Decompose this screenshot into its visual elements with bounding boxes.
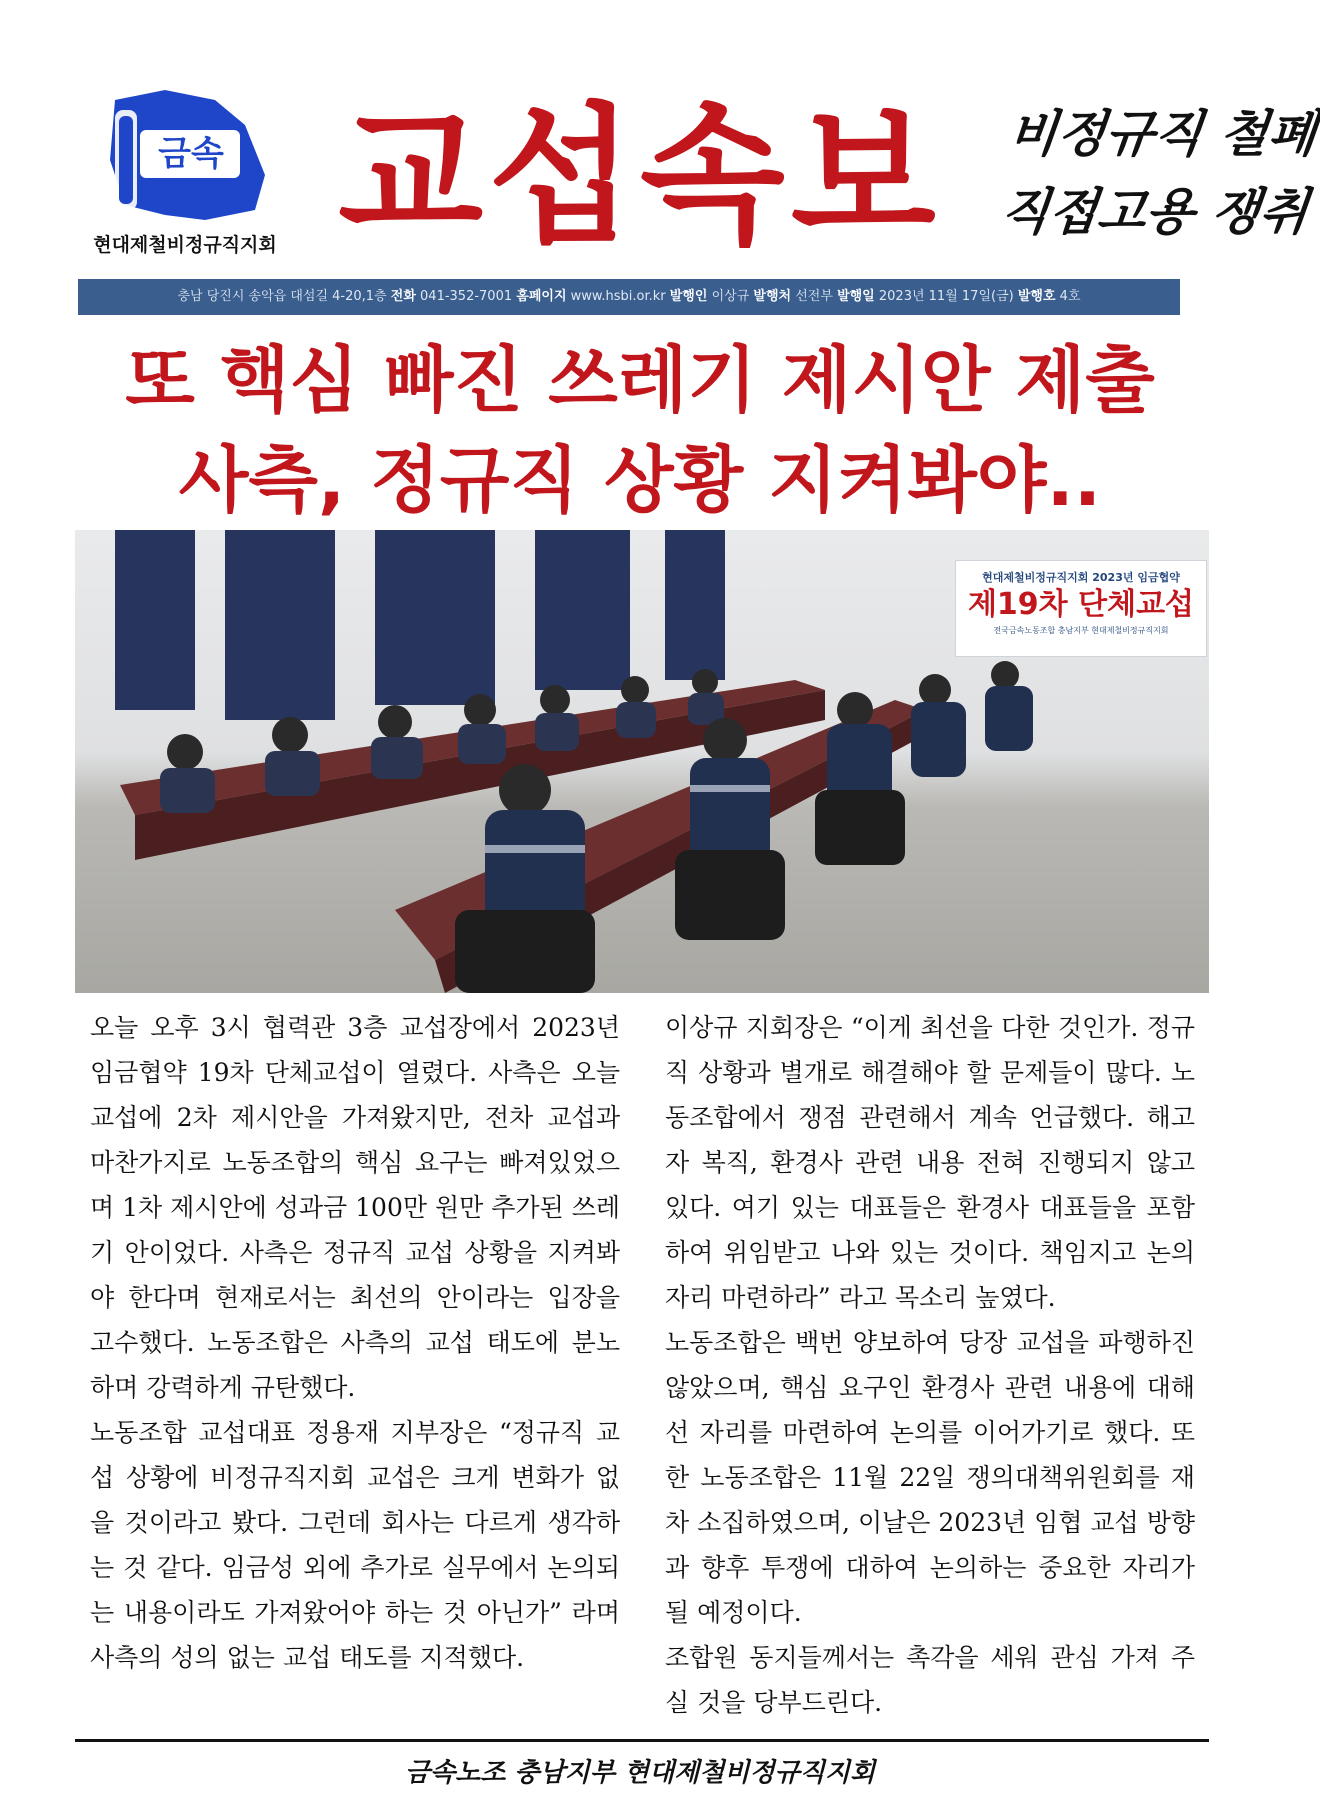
meeting-banner bbox=[955, 560, 1207, 657]
banner-line-2: 제19차 단체교섭 bbox=[967, 587, 1195, 622]
banner-line-3: 전국금속노동조합 충남지부 현대제철비정규직지회 bbox=[993, 626, 1169, 635]
publisher: 이상규 bbox=[711, 289, 750, 304]
headline-line-2: 사측, 정규직 상황 지켜봐야.. bbox=[178, 438, 1102, 522]
publication-info-bar bbox=[78, 279, 1180, 315]
phone: 041-352-7001 bbox=[420, 289, 513, 304]
article-column-left bbox=[90, 1005, 620, 1680]
meeting-photo bbox=[75, 530, 1209, 993]
org-name: 현대제철비정규직지회 bbox=[93, 234, 277, 256]
office: 선전부 bbox=[795, 289, 833, 304]
issue-label: 발행호 bbox=[1017, 289, 1056, 304]
office-label: 발행처 bbox=[753, 289, 792, 304]
footer-divider bbox=[75, 1739, 1209, 1742]
slogan-line-2: 직접고용 쟁취 bbox=[997, 182, 1312, 241]
homepage-label: 홈페이지 bbox=[516, 289, 567, 304]
masthead-header bbox=[0, 0, 1320, 270]
slogan-line-1: 비정규직 철폐 bbox=[1006, 104, 1320, 163]
article-paragraph: 오늘 오후 3시 협력관 3층 교섭장에서 2023년 임금협약 19차 단체교섭이 열렸다. 사측은 오늘 교섭에 2차 제시안을 가져왔지만, 전차 교섭과 마찬가지로 노동조합의 핵심 요구는 빠져있었으며 1차 제시안에 성과금 100만 원만 추가된 쓰레기 안이었다. 사측은 정규직 교섭 상황을 지켜봐야 한다며 현재로서는 최선의 안이라는 입장을 고수했다. 노동조합은 사측의 교섭 태도에 분노하며 강력하게 규탄했다. bbox=[90, 1013, 620, 1402]
publisher-label: 발행인 bbox=[669, 289, 708, 304]
phone-label: 전화 bbox=[390, 289, 416, 304]
headline-line-1: 또 핵심 빠진 쓰레기 제시안 제출 bbox=[125, 338, 1155, 422]
headline bbox=[60, 330, 1220, 530]
address: 충남 당진시 송악읍 대섬길 4-20,1층 bbox=[177, 289, 387, 304]
logo-text: 금속 bbox=[158, 134, 224, 174]
article-column-right bbox=[665, 1005, 1195, 1725]
issue-date: 2023년 11월 17일(금) bbox=[878, 289, 1014, 304]
article-paragraph: 이상규 지회장은 “이게 최선을 다한 것인가. 정규직 상황과 별개로 해결해야 할 문제들이 많다. 노동조합에서 쟁점 관련해서 계속 언급했다. 해고자 복직, 환경사 관련 내용 전혀 진행되지 않고 있다. 여기 있는 대표들은 환경사 대표들을 포함하여 위임받고 나와 있는 것이다. 책임지고 논의 자리 마련하라” 라고 목소리 높였다. bbox=[665, 1013, 1195, 1312]
article-paragraph: 조합원 동지들께서는 촉각을 세워 관심 가져 주실 것을 당부드린다. bbox=[665, 1643, 1195, 1717]
homepage-link[interactable]: www.hsbi.or.kr bbox=[570, 289, 666, 304]
banner-line-1: 현대제철비정규직지회 2023년 임금협약 bbox=[982, 571, 1180, 584]
newsletter-title: 교섭속보 bbox=[338, 90, 942, 264]
footer-signature: 금속노조 충남지부 현대제철비정규직지회 bbox=[404, 1758, 876, 1788]
article-paragraph: 노동조합은 백번 양보하여 당장 교섭을 파행하진 않았으며, 핵심 요구인 환경사 관련 내용에 대해선 자리를 마련하여 논의를 이어가기로 했다. 또한 노동조합은 11월 22일 쟁의대책위원회를 재차 소집하였으며, 이날은 2023년 임협 교섭 방향과 향후 투쟁에 대하여 논의하는 중요한 자리가 될 예정이다. bbox=[665, 1328, 1195, 1627]
slogan bbox=[997, 95, 1320, 251]
article-body bbox=[90, 1005, 1200, 1717]
issue-number: 4호 bbox=[1059, 289, 1081, 304]
union-logo bbox=[95, 80, 275, 230]
date-label: 발행일 bbox=[837, 289, 875, 304]
article-paragraph: 노동조합 교섭대표 정용재 지부장은 “정규직 교섭 상황에 비정규직지회 교섭은 크게 변화가 없을 것이라고 봤다. 그런데 회사는 다르게 생각하는 것 같다. 임금성 외에 추가로 실무에서 논의되는 내용이라도 가져왔어야 하는 것 아닌가” 라며 사측의 성의 없는 교섭 태도를 지적했다. bbox=[90, 1418, 620, 1672]
